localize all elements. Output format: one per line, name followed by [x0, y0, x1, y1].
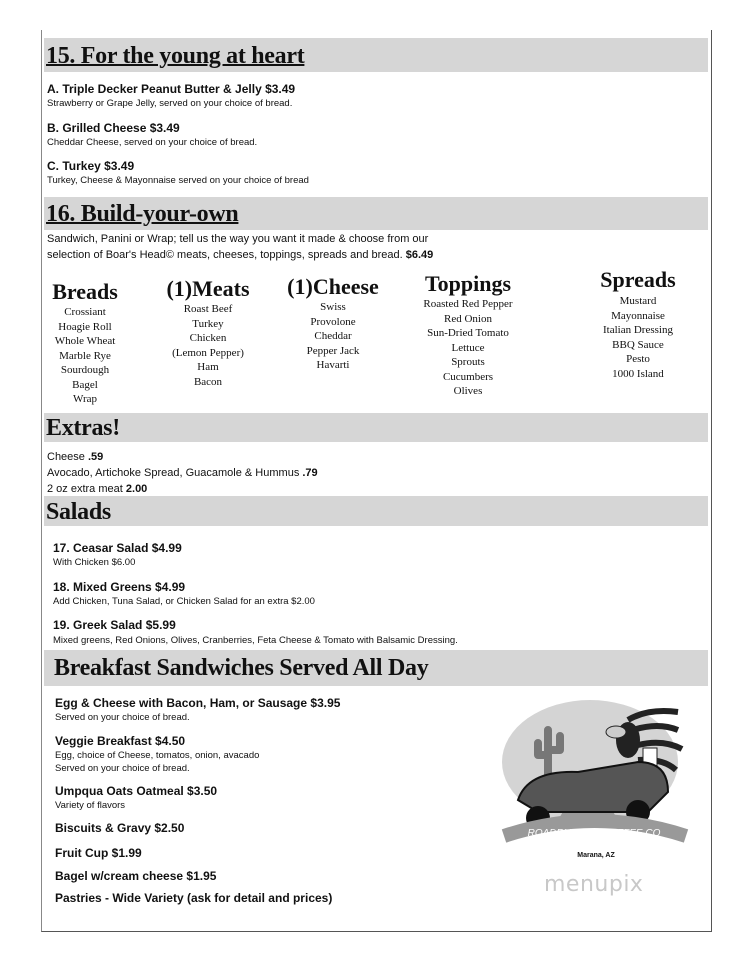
build-column	[148, 277, 268, 389]
build-desc-text: selection of Boar's Head© meats, cheeses, toppings, spreads and bread.	[47, 249, 403, 261]
extra-line	[47, 466, 318, 480]
column-item: Roast Beef	[183, 303, 233, 315]
menu-item-desc: Variety of flavors	[55, 800, 126, 811]
section-band	[44, 413, 708, 442]
column-item: Roasted Red Pepper	[423, 298, 513, 310]
menu-item-name: A. Triple Decker Peanut Butter & Jelly $3.49	[47, 82, 296, 96]
column-item: Bacon	[193, 375, 223, 388]
menu-item-name: B. Grilled Cheese $3.49	[47, 121, 180, 135]
extra-text: Cheese	[47, 451, 85, 463]
menu-item-name: Fruit Cup $1.99	[55, 846, 142, 860]
build-price: $6.49	[405, 249, 434, 261]
extra-line	[47, 450, 103, 464]
menu-item-name: 17. Ceasar Salad $4.99	[53, 541, 182, 555]
column-items	[273, 300, 393, 373]
column-item: Havarti	[316, 359, 350, 371]
menu-item-desc: Strawberry or Grape Jelly, served on your choice of bread.	[47, 98, 293, 109]
section-band	[44, 496, 708, 526]
extra-price: 2.00	[125, 483, 148, 495]
menu-item-desc: Served on your choice of bread.	[55, 763, 190, 774]
menu-item-desc: Cheddar Cheese, served on your choice of bread.	[47, 137, 258, 148]
column-item: Mustard	[619, 295, 657, 307]
menu-item-desc: Add Chicken, Tuna Salad, or Chicken Salad for an extra $2.00	[53, 596, 315, 607]
column-item: Sun-Dried Tomato	[427, 327, 509, 339]
column-item: Mayonnaise	[611, 309, 665, 322]
menu-item-desc: Egg, choice of Cheese, tomatos, onion, avacado	[55, 750, 260, 761]
menu-item-name: Umpqua Oats Oatmeal $3.50	[55, 784, 218, 798]
column-item: Pesto	[626, 353, 650, 365]
extra-line	[47, 482, 147, 496]
menu-item-name: Biscuits & Gravy $2.50	[55, 821, 185, 835]
column-item: Sprouts	[451, 356, 485, 368]
column-item: Turkey	[192, 317, 224, 330]
menu-item-name: Egg & Cheese with Bacon, Ham, or Sausage $3.95	[55, 696, 341, 710]
menu-item-desc: Served on your choice of bread.	[55, 712, 190, 723]
build-desc-line2	[47, 248, 433, 262]
column-item: Olives	[453, 385, 483, 397]
section-title-build: 16. Build-your-own	[46, 201, 239, 227]
extra-text: 2 oz extra meat	[47, 483, 123, 495]
column-item: BBQ Sauce	[612, 338, 664, 351]
column-item: Whole Wheat	[54, 335, 116, 347]
column-item: Hoagie Roll	[58, 320, 112, 333]
column-item: 1000 Island	[612, 367, 664, 380]
column-item: Cheddar	[314, 330, 352, 342]
column-item: (Lemon Pepper)	[172, 346, 244, 359]
extra-price: .79	[302, 467, 318, 479]
build-column	[408, 272, 528, 399]
roadrunner-logo	[498, 700, 694, 862]
column-item: Pepper Jack	[306, 344, 360, 357]
column-items	[578, 294, 698, 381]
section-title-breakfast: Breakfast Sandwiches Served All Day	[54, 655, 429, 681]
build-desc-line1: Sandwich, Panini or Wrap; tell us the way you want it made & choose from our	[47, 233, 429, 245]
menu-item-name: Pastries - Wide Variety (ask for detail and prices)	[55, 891, 333, 905]
column-item: Crossiant	[64, 306, 106, 318]
menu-item-name: Bagel w/cream cheese $1.95	[55, 869, 217, 883]
build-column	[578, 268, 698, 381]
menu-item-name: 19. Greek Salad $5.99	[53, 618, 176, 632]
column-title: Breads	[52, 279, 118, 304]
extra-text: Avocado, Artichoke Spread, Guacamole & Hummus	[47, 467, 300, 479]
column-items	[25, 305, 145, 407]
section-title-young: 15. For the young at heart	[46, 43, 305, 69]
column-title: (1)Meats	[166, 276, 250, 301]
column-title: (1)Cheese	[287, 274, 379, 299]
menu-item-desc: Turkey, Cheese & Mayonnaise served on your choice of bread	[47, 175, 309, 186]
section-title-extras: Extras!	[46, 415, 120, 441]
column-item: Red Onion	[444, 312, 492, 325]
build-column	[25, 280, 145, 407]
section-title-salads: Salads	[46, 499, 111, 525]
roadrunner-logo-art	[498, 700, 694, 850]
column-item: Sourdough	[60, 364, 110, 376]
column-item: Marble Rye	[59, 349, 111, 362]
menu-item-name: Veggie Breakfast $4.50	[55, 734, 186, 748]
logo-brand: ROADRUNNER COFFEE CO	[527, 828, 661, 839]
column-item: Swiss	[320, 301, 346, 313]
column-title: Spreads	[600, 267, 676, 292]
menu-item-desc: Mixed greens, Red Onions, Olives, Cranberries, Feta Cheese & Tomato with Balsamic Dressing.	[53, 635, 458, 646]
column-item: Cucumbers	[442, 370, 494, 383]
column-item: Lettuce	[451, 341, 485, 354]
menu-item-name: 18. Mixed Greens $4.99	[53, 580, 186, 594]
column-items	[148, 302, 268, 389]
menupix-watermark: menupix	[544, 872, 644, 897]
logo-location: Marana, AZ	[577, 852, 615, 859]
extra-price: .59	[87, 451, 104, 463]
build-column	[273, 275, 393, 373]
column-title: Toppings	[424, 271, 512, 296]
column-item: Chicken	[189, 332, 227, 344]
column-item: Provolone	[310, 315, 356, 328]
column-item: Wrap	[73, 393, 97, 405]
column-items	[408, 297, 528, 399]
column-item: Bagel	[72, 378, 98, 391]
menu-item-name: C. Turkey $3.49	[47, 159, 135, 173]
column-item: Ham	[197, 361, 219, 373]
menu-item-desc: With Chicken $6.00	[53, 557, 136, 568]
column-item: Italian Dressing	[603, 324, 673, 336]
